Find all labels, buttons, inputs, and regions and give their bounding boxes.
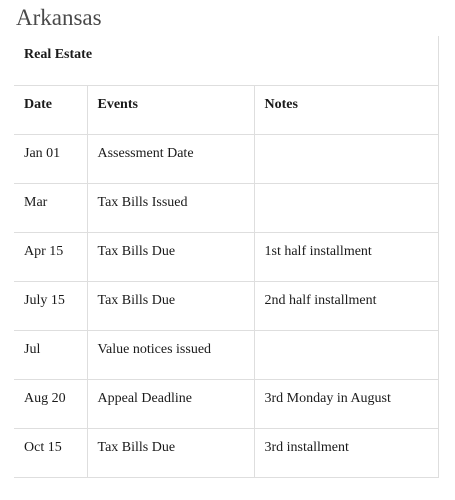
- header-cell-date: [14, 85, 87, 134]
- note-cell: [254, 379, 438, 428]
- table-row: [14, 428, 438, 477]
- date-text: Mar: [24, 194, 48, 210]
- note-text: 3rd installment: [264, 439, 349, 455]
- date-cell: [14, 379, 87, 428]
- header-events-label: Events: [97, 96, 138, 112]
- event-cell: [87, 183, 254, 232]
- note-text: 3rd Monday in August: [264, 390, 391, 406]
- event-cell: [87, 134, 254, 183]
- event-cell: [87, 379, 254, 428]
- date-text: July 15: [24, 292, 65, 308]
- date-cell: [14, 330, 87, 379]
- date-text: Apr 15: [24, 243, 64, 259]
- header-cell-notes: [254, 85, 438, 134]
- event-cell: [87, 281, 254, 330]
- date-cell: [14, 232, 87, 281]
- event-text: Appeal Deadline: [97, 390, 192, 406]
- note-text: 1st half installment: [264, 243, 372, 259]
- section-cell: [14, 36, 438, 85]
- note-text: [265, 331, 438, 341]
- note-text: [265, 135, 438, 145]
- table-row: [14, 379, 438, 428]
- header-notes-label: Notes: [264, 96, 298, 112]
- header-cell-events: [87, 85, 254, 134]
- date-cell: [14, 428, 87, 477]
- table-row: [14, 134, 438, 183]
- note-cell: [254, 330, 438, 379]
- date-cell: [14, 281, 87, 330]
- event-text: Assessment Date: [97, 145, 194, 161]
- event-text: Tax Bills Due: [97, 439, 176, 455]
- header-row: [14, 85, 438, 134]
- note-cell: [254, 428, 438, 477]
- date-cell: [14, 183, 87, 232]
- section-row: [14, 36, 438, 85]
- date-text: Aug 20: [24, 390, 66, 406]
- event-text: Tax Bills Due: [97, 243, 176, 259]
- event-cell: [87, 330, 254, 379]
- note-cell: [254, 183, 438, 232]
- page-title: Arkansas: [16, 5, 102, 30]
- note-cell: [254, 232, 438, 281]
- note-text: [265, 184, 438, 194]
- date-text: Oct 15: [24, 439, 62, 455]
- date-text: Jan 01: [24, 145, 61, 161]
- event-text: Tax Bills Issued: [97, 194, 188, 210]
- event-cell: [87, 428, 254, 477]
- tax-schedule-table: [14, 36, 439, 478]
- table-row: [14, 183, 438, 232]
- note-cell: [254, 134, 438, 183]
- table-row: [14, 232, 438, 281]
- section-label: Real Estate: [24, 47, 93, 62]
- table-row: [14, 281, 438, 330]
- event-cell: [87, 232, 254, 281]
- note-cell: [254, 281, 438, 330]
- event-text: Value notices issued: [97, 341, 212, 357]
- event-text: Tax Bills Due: [97, 292, 176, 308]
- note-text: 2nd half installment: [264, 292, 377, 308]
- date-cell: [14, 134, 87, 183]
- date-text: Jul: [24, 341, 41, 357]
- header-date-label: Date: [24, 96, 52, 112]
- table-row: [14, 330, 438, 379]
